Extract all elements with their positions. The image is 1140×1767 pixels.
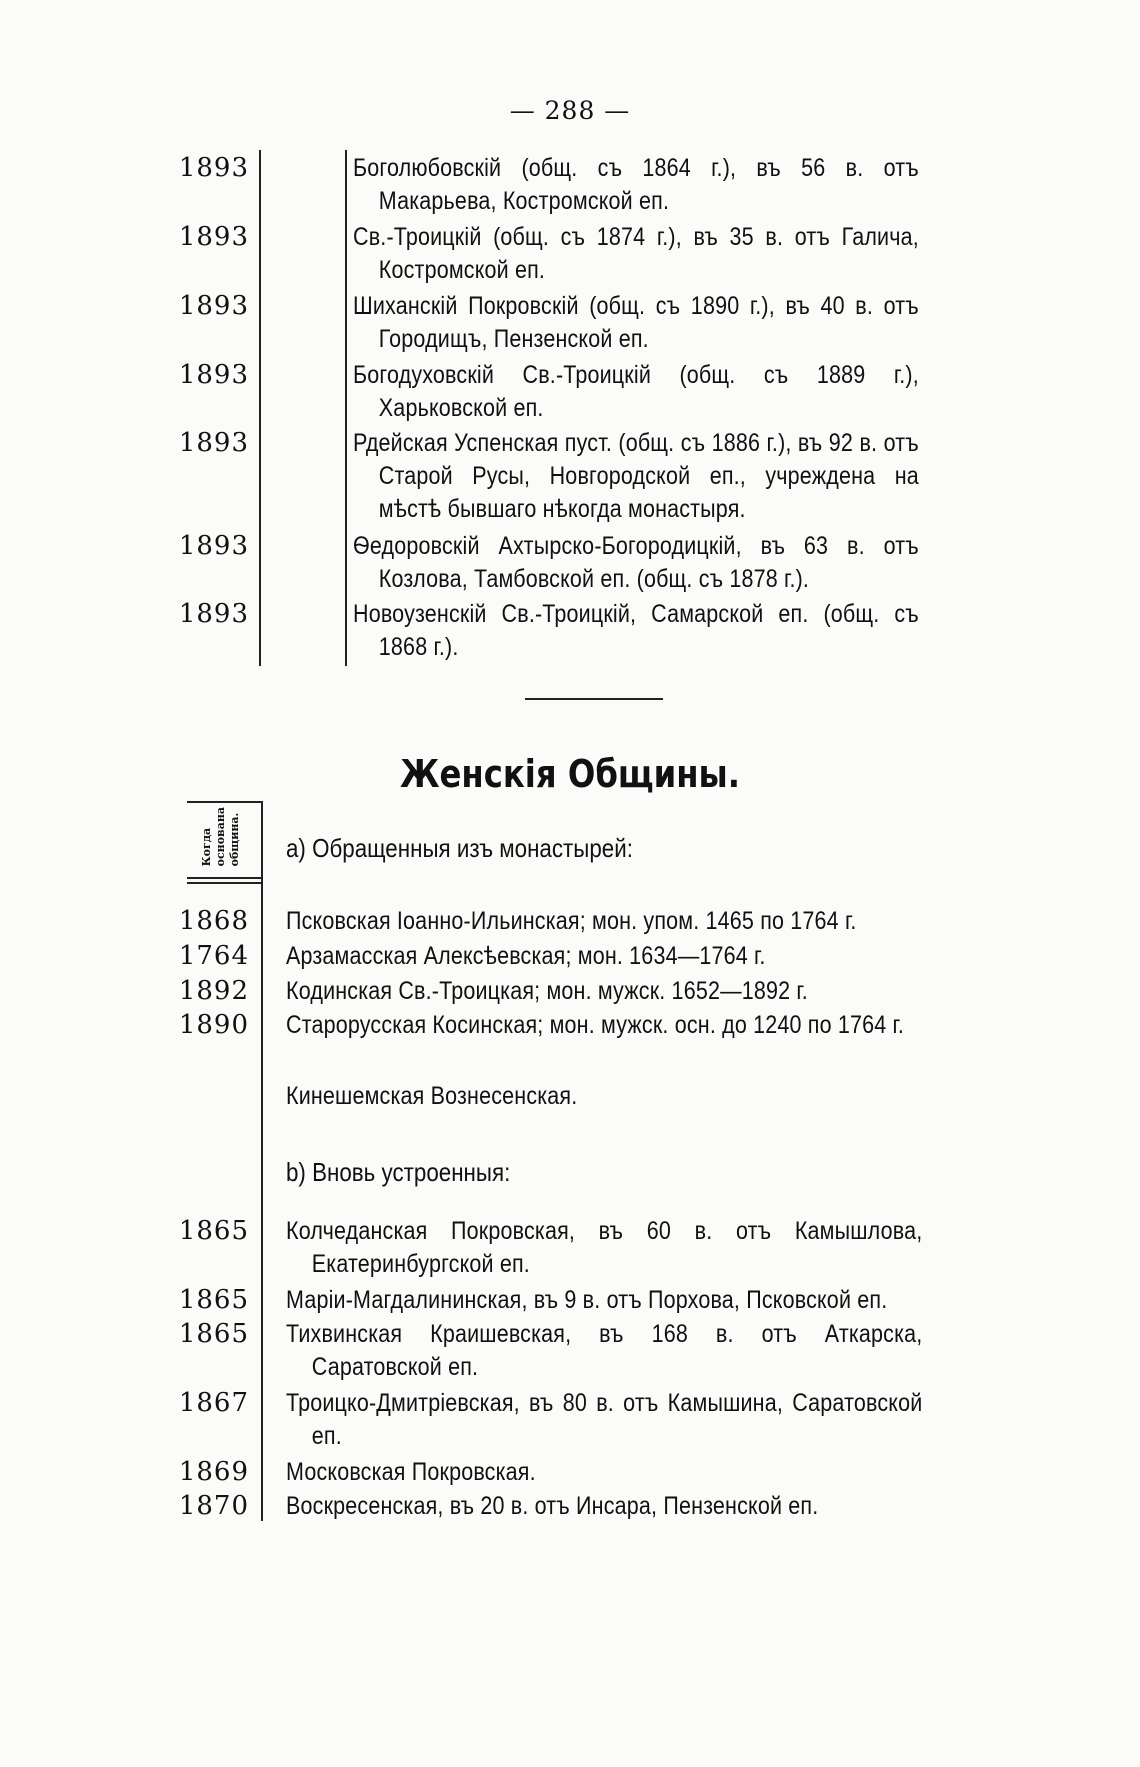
column-header-line: Когда [199,828,213,867]
section-divider [525,698,663,700]
entry-year: 1893 [178,599,249,629]
column-header-line: община. [227,812,241,867]
column-header-line: основана [213,807,227,867]
entry-year: 1865 [178,1319,249,1349]
entry-year: 1893 [178,222,249,252]
column-header [187,803,253,871]
entry-text: Богодуховскій Св.-Троицкій (общ. съ 1889 г.), Харьковской еп. [353,361,919,422]
entry-year: 1893 [178,360,249,390]
column-rule-right [345,150,347,666]
entry-text: Тихвинская Краишевская, въ 168 в. отъ Аткарска, Саратовской еп. [286,1320,923,1381]
entry-year: 1892 [178,976,249,1006]
entry-text: Новоузенскій Св.-Троицкій, Самарской еп. (общ. съ 1868 г.). [353,600,919,661]
entry-text: Ѳедоровскій Ахтырско-Богородицкій, въ 63 в. отъ Козлова, Тамбовской еп. (общ. съ 1878 г.). [353,532,919,593]
entry-year: 1870 [178,1491,249,1521]
entry-text: Св.-Троицкій (общ. съ 1874 г.), въ 35 в. отъ Галича, Костромской еп. [353,223,919,284]
entry-text: Боголюбовскій (общ. съ 1864 г.), въ 56 в. отъ Макарьева, Костромской еп. [353,154,919,215]
entry-year: 1893 [178,531,249,561]
entry-text: Маріи-Магдалининская, въ 9 в. отъ Порхова, Псковской еп. [286,1286,888,1314]
section-title: Женскія Общины. [399,752,741,796]
entry-text: Кодинская Св.-Троицкая; мон. мужск. 1652—1892 г. [286,977,808,1005]
entry-text: Колчеданская Покровская, въ 60 в. отъ Камышлова, Екатеринбургской еп. [286,1217,923,1278]
entry-year: 1764 [178,941,249,971]
entry-text: Московская Покровская. [286,1458,536,1486]
column-rule-women [261,801,263,1521]
entry-year: 1865 [178,1216,249,1246]
entry-text: Шиханскій Покровскій (общ. съ 1890 г.), въ 40 в. отъ Городищъ, Пензенской еп. [353,292,919,353]
entry-text: Кинешемская Вознесенская. [286,1082,578,1110]
header-rule-bottom [187,877,263,879]
entry-year: 1893 [178,291,249,321]
entry-year: 1893 [178,428,249,458]
entry-text: Рдейская Успенская пуст. (общ. съ 1886 г.), въ 92 в. отъ Старой Русы, Новгородской еп., учреждена на мѣстѣ бывшаго нѣкогда монастыря. [353,429,919,523]
entry-text: Воскресенская, въ 20 в. отъ Инсара, Пензенской еп. [286,1492,819,1520]
page-number: — 288 — [509,96,631,125]
entry-year: 1867 [178,1388,249,1418]
entry-year: 1868 [178,906,249,936]
column-rule-left [259,150,261,666]
subsection-heading-a: a) Обращенныя изъ монастырей: [286,833,633,863]
entry-text: Троицко-Дмитріевская, въ 80 в. отъ Камышина, Саратовской еп. [286,1389,923,1450]
entry-text: Старорусская Косинская; мон. мужск. осн. до 1240 по 1764 г. [286,1011,905,1039]
entry-year: 1869 [178,1457,249,1487]
entry-year: 1890 [178,1010,249,1040]
subsection-heading-b: b) Вновь устроенныя: [286,1157,511,1187]
entry-year: 1865 [178,1285,249,1315]
entry-text: Псковская Іоанно-Ильинская; мон. упом. 1465 по 1764 г. [286,907,857,935]
entry-text: Арзамасская Алексѣевская; мон. 1634—1764 г. [286,942,766,970]
entry-year: 1893 [178,153,249,183]
header-rule-bottom-2 [187,882,263,884]
